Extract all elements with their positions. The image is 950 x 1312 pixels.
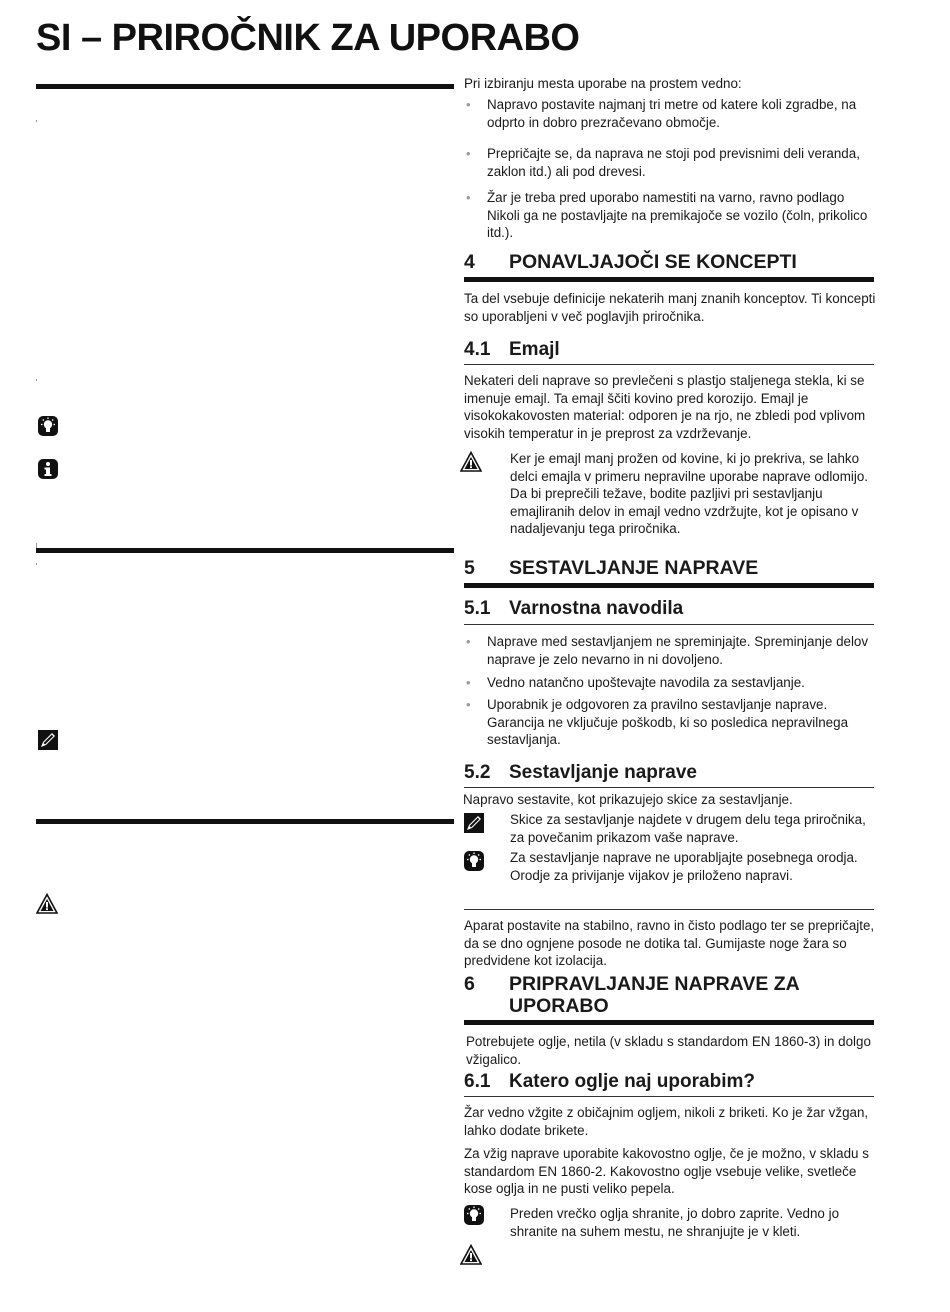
tip-text: Za sestavljanje naprave ne uporabljajte posebnega orodja. Orodje za privijanje vijakov je priloženo napravi. xyxy=(510,850,858,883)
subsection-rule xyxy=(464,1096,874,1097)
section-heading-5: 5 SESTAVLJANJE NAPRAVE xyxy=(464,557,759,579)
section-rule xyxy=(464,1020,874,1025)
section-6-1-text-1: Žar vedno vžgite z običajnim ogljem, nikoli z briketi. Ko je žar vžgan, lahko dodate brikete. xyxy=(464,1105,869,1138)
section-rule xyxy=(464,277,874,282)
bullet-icon: • xyxy=(466,190,471,205)
section-heading-5-1: 5.1 Varnostna navodila xyxy=(464,598,684,619)
left-margin-mark xyxy=(36,379,37,381)
left-margin-mark xyxy=(36,120,37,122)
subsection-rule xyxy=(464,364,874,365)
tip-text: Preden vrečko oglja shranite, jo dobro zaprite. Vedno jo shranite na suhem mestu, ne shranjujte je v kleti. xyxy=(510,1206,840,1239)
list-item: • Naprave med sestavljanjem ne spreminjajte. Spreminjanje delov naprave je zelo nevarno in ni dovoljeno. xyxy=(466,634,869,667)
section-heading-6: 6 PRIPRAVLJANJE NAPRAVE ZA UPORABO xyxy=(464,973,800,1017)
bullet-icon: • xyxy=(466,697,471,712)
page-title: SI – PRIROČNIK ZA UPORABO xyxy=(36,17,580,59)
list-item: • Vedno natančno upoštevajte navodila za sestavljanje. xyxy=(466,675,805,690)
note-text: Skice za sestavljanje najdete v drugem delu tega priročnika, za povečanim prikazom vaše naprave. xyxy=(510,812,866,845)
list-item: • Uporabnik je odgovoren za pravilno sestavljanje naprave. Garancija ne vključuje poškodb, ki so posledica nepravilnega sestavljanja. xyxy=(466,697,849,748)
section-heading-4: 4 PONAVLJAJOČI SE KONCEPTI xyxy=(464,251,797,273)
section-6-text: Potrebujete oglje, netila (v skladu s standardom EN 1860-3) in dolgo vžigalico. xyxy=(466,1034,871,1067)
warning-triangle-icon xyxy=(460,451,482,473)
pencil-note-icon xyxy=(463,812,485,834)
bullet-icon: • xyxy=(466,675,471,690)
list-item: • Žar je treba pred uporabo namestiti na varno, ravno podlago Nikoli ga ne postavljajte na premikajoče se vozilo (čoln, prikolico itd.). xyxy=(466,190,868,241)
lightbulb-icon xyxy=(463,850,485,872)
section-5-2-text: Napravo sestavite, kot prikazujejo skice za sestavljanje. xyxy=(463,792,793,807)
section-6-1-text-2: Za vžig naprave uporabite kakovostno oglje, če je možno, v skladu s standardom EN 1860-2. Kakovostno oglje vsebuje velike, svetleče kose oglja in ne pusti veliko pepela. xyxy=(464,1146,869,1197)
section-heading-6-1: 6.1 Katero oglje naj uporabim? xyxy=(464,1071,755,1092)
lightbulb-icon xyxy=(37,415,59,437)
list-item: • Prepričajte se, da naprava ne stoji pod previsnimi deli veranda, zaklon itd.) ali pod drevesi. xyxy=(466,146,860,179)
intro-lead: Pri izbiranju mesta uporabe na prostem vedno: xyxy=(464,76,742,91)
bullet-icon: • xyxy=(466,634,471,649)
bullet-icon: • xyxy=(466,146,471,161)
section-heading-5-2: 5.2 Sestavljanje naprave xyxy=(464,762,697,783)
warning-triangle-icon xyxy=(460,1244,482,1266)
left-section-rule xyxy=(36,548,454,553)
left-section-rule xyxy=(36,819,454,824)
section-4-text: Ta del vsebuje definicije nekaterih manj znanih konceptov. Ti koncepti so uporabljeni v več poglavjih priročnika. xyxy=(464,291,876,324)
subsection-rule xyxy=(464,624,874,625)
pencil-note-icon xyxy=(37,729,59,751)
warning-text: Ker je emajl manj prožen od kovine, ki jo prekriva, se lahko delci emajla v primeru nepravilne uporabe naprave odlomijo. Da bi preprečili težave, bodite pazljivi pri sestavljanju emajliranih delov in emajl vedno vzdržujte, kot je opisano v nadaljevanju tega priročnika. xyxy=(510,451,869,537)
left-margin-mark xyxy=(36,563,37,565)
section-4-1-text: Nekateri deli naprave so prevlečeni s plastjo staljenega stekla, ki se imenuje emajl. Ta emajl ščiti kovino pred korozijo. Emajl je visokokakovosten material: odporen je na rjo, ne zbledi pod vplivom visokih temperatur in je preprost za vzdrževanje. xyxy=(464,373,866,441)
placement-text: Aparat postavite na stabilno, ravno in čisto podlago ter se prepričajte, da se dno ognjene posode ne dotika tal. Gumijaste noge žara so predvidene kot izolacija. xyxy=(464,918,875,969)
subsection-rule xyxy=(464,909,874,910)
warning-triangle-icon xyxy=(36,893,58,915)
left-section-rule xyxy=(36,84,454,89)
section-heading-4-1: 4.1 Emajl xyxy=(464,339,560,360)
bullet-icon: • xyxy=(466,97,471,112)
info-icon xyxy=(37,458,59,480)
lightbulb-icon xyxy=(463,1204,485,1226)
subsection-rule xyxy=(464,787,874,788)
list-item: • Napravo postavite najmanj tri metre od katere koli zgradbe, na odprto in dobro prezračevano območje. xyxy=(466,97,857,130)
section-rule xyxy=(464,583,874,588)
